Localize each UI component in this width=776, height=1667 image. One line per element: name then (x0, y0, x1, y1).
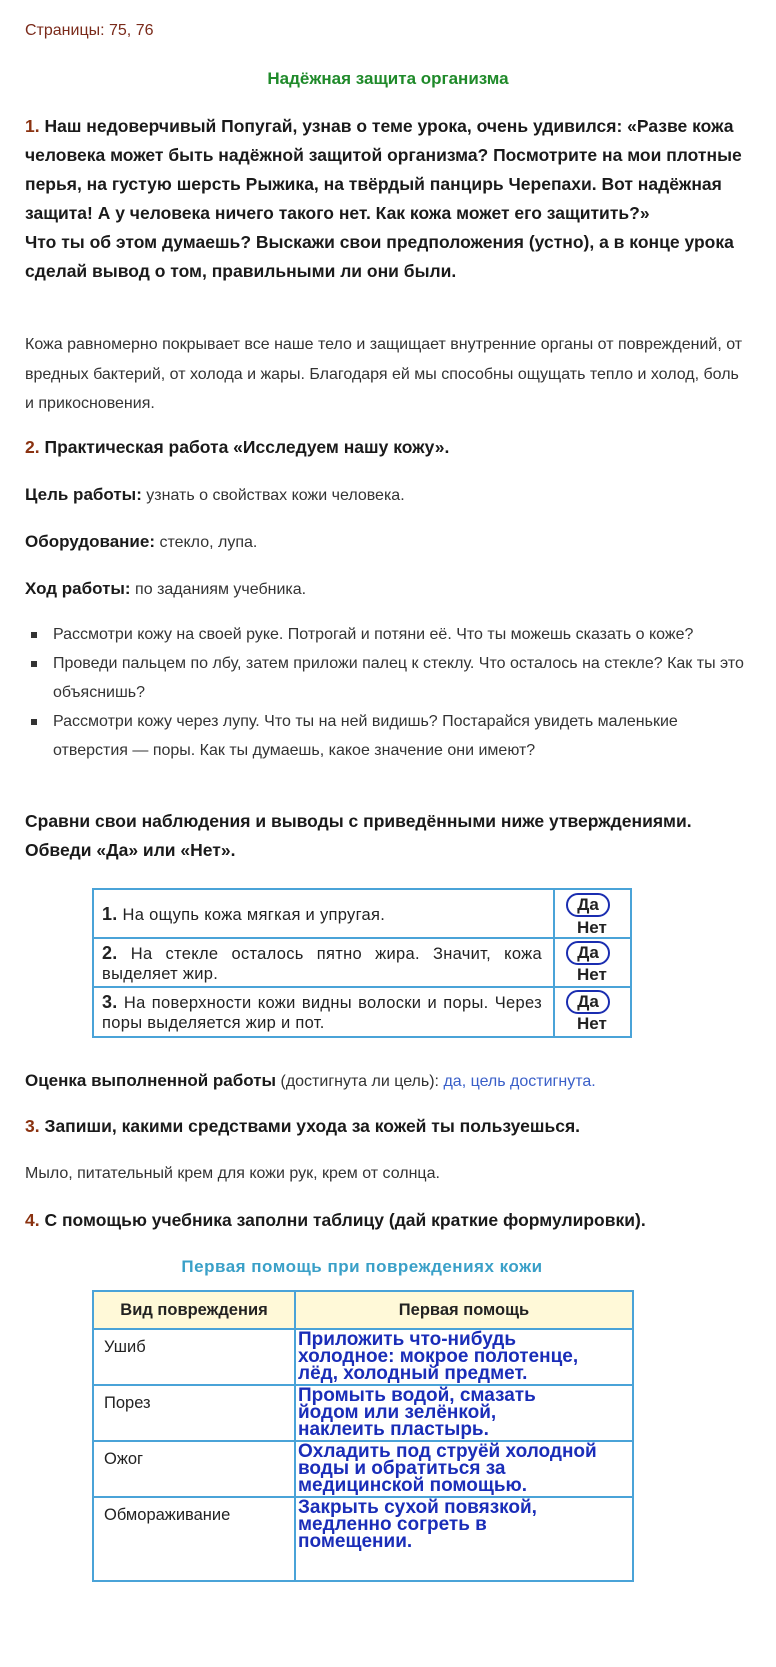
equipment-value: стекло, лупа. (155, 534, 258, 551)
table-row (94, 1330, 632, 1386)
answer-1: Кожа равномерно покрывает все наше тело и защищает внутренние органы от повреждений, от вредных бактерий, от холода и жары. Благодаря ей мы способны ощущать тепло и холод, боль и прикосновения. (25, 336, 743, 412)
statement-body: На ощупь кожа мягкая и упругая. (122, 906, 386, 924)
goal-label: Цель работы: (25, 485, 142, 504)
statement-body: На стекле осталось пятно жира. Значит, кожа выделяет жир. (102, 945, 542, 983)
task-4-text: С помощью учебника заполни таблицу (дай краткие формулировки). (44, 1210, 646, 1230)
statement-number: 1. (102, 904, 118, 924)
no-option[interactable]: Нет (577, 918, 607, 937)
first-aid-answer: Закрыть сухой повязкой, медленно согреть в помещении. (298, 1497, 537, 1552)
statement-text (102, 904, 542, 925)
injury-kind: Ушиб (104, 1338, 146, 1356)
table-row (94, 1442, 632, 1498)
table-row (94, 939, 630, 988)
first-aid-answer: Промыть водой, смазать йодом или зелёнкой, наклеить пластырь. (298, 1385, 536, 1440)
statement-text (102, 943, 542, 984)
goal-value: узнать о свойствах кожи человека. (141, 487, 405, 504)
table-row (94, 1498, 632, 1554)
task-4 (25, 1206, 745, 1235)
table-divider (294, 1292, 296, 1580)
goal-line (25, 480, 745, 511)
equipment-label: Оборудование: (25, 532, 155, 551)
first-aid-table-caption: Первая помощь при повреждениях кожи (181, 1257, 543, 1276)
task-1-text-2: Что ты об этом думаешь? Выскажи свои предположения (устно), а в конце урока сделай вывод о том, правильными ли они были. (25, 232, 734, 281)
injury-kind: Порез (104, 1394, 151, 1412)
evaluation-label: Оценка выполненной работы (25, 1071, 277, 1090)
task-2 (25, 433, 745, 462)
task-2-text: Практическая работа «Исследуем нашу кожу». (44, 437, 450, 457)
pages-label: Страницы: 75, 76 (25, 22, 154, 39)
table-row (94, 890, 630, 939)
task-1 (25, 112, 745, 286)
steps-list (25, 620, 750, 765)
evaluation-middle: (достигнута ли цель): (276, 1073, 444, 1090)
task-1-text: Наш недоверчивый Попугай, узнав о теме урока, очень удивился: «Разве кожа человека может быть надёжной защитой организма? Посмотрите на мои плотные перья, на густую шерсть Рыжика, на твёрдый панцирь Черепахи. Вот надёжная защита! А у человека ничего такого нет. Как кожа может его защитить?» (25, 116, 742, 223)
injury-kind: Ожог (104, 1450, 144, 1468)
yes-circled[interactable]: Да (566, 941, 610, 965)
first-aid-answer: Охладить под струёй холодной воды и обратиться за медицинской помощью. (298, 1441, 597, 1496)
no-option[interactable]: Нет (577, 1014, 607, 1033)
table-row (94, 1386, 632, 1442)
statement-number: 2. (102, 943, 118, 963)
yes-circled[interactable]: Да (566, 990, 610, 1014)
list-item: Рассмотри кожу на своей руке. Потрогай и потяни её. Что ты можешь сказать о коже? (25, 620, 750, 649)
list-item: Проведи пальцем по лбу, затем приложи палец к стеклу. Что осталось на стекле? Как ты это объяснишь? (25, 649, 750, 707)
task-2-number: 2. (25, 437, 40, 457)
compare-instruction: Сравни свои наблюдения и выводы с приведёнными ниже утверждениями. Обведи «Да» или «Нет». (25, 811, 692, 860)
equipment-line (25, 527, 745, 558)
task-3-text: Запиши, какими средствами ухода за кожей ты пользуешься. (44, 1116, 581, 1136)
task-4-number: 4. (25, 1210, 40, 1230)
task-3 (25, 1112, 745, 1141)
statement-text (102, 992, 542, 1033)
table-header (94, 1292, 632, 1330)
no-option[interactable]: Нет (577, 965, 607, 984)
procedure-line (25, 574, 745, 605)
column-header-kind: Вид повреждения (120, 1301, 268, 1319)
task-1-number: 1. (25, 116, 40, 136)
injury-kind: Обмораживание (104, 1506, 231, 1524)
column-header-aid: Первая помощь (398, 1301, 530, 1319)
page-title: Надёжная защита организма (267, 69, 509, 88)
first-aid-table (92, 1290, 634, 1582)
table-row (94, 988, 630, 1037)
statement-body: На поверхности кожи видны волоски и поры. Через поры выделяется жир и пот. (102, 994, 542, 1032)
statement-number: 3. (102, 992, 118, 1012)
yes-circled[interactable]: Да (566, 893, 610, 917)
task-3-number: 3. (25, 1116, 40, 1136)
procedure-value: по заданиям учебника. (130, 581, 307, 598)
evaluation-line (25, 1066, 745, 1097)
list-item: Рассмотри кожу через лупу. Что ты на ней видишь? Постарайся увидеть маленькие отверстия — поры. Как ты думаешь, какое значение они имеют? (25, 707, 750, 765)
answer-3: Мыло, питательный крем для кожи рук, крем от солнца. (25, 1165, 440, 1182)
statements-table (92, 888, 632, 1038)
procedure-label: Ход работы: (25, 579, 131, 598)
evaluation-answer: да, цель достигнута. (443, 1073, 596, 1090)
first-aid-answer: Приложить что-нибудь холодное: мокрое полотенце, лёд, холодный предмет. (298, 1329, 579, 1384)
